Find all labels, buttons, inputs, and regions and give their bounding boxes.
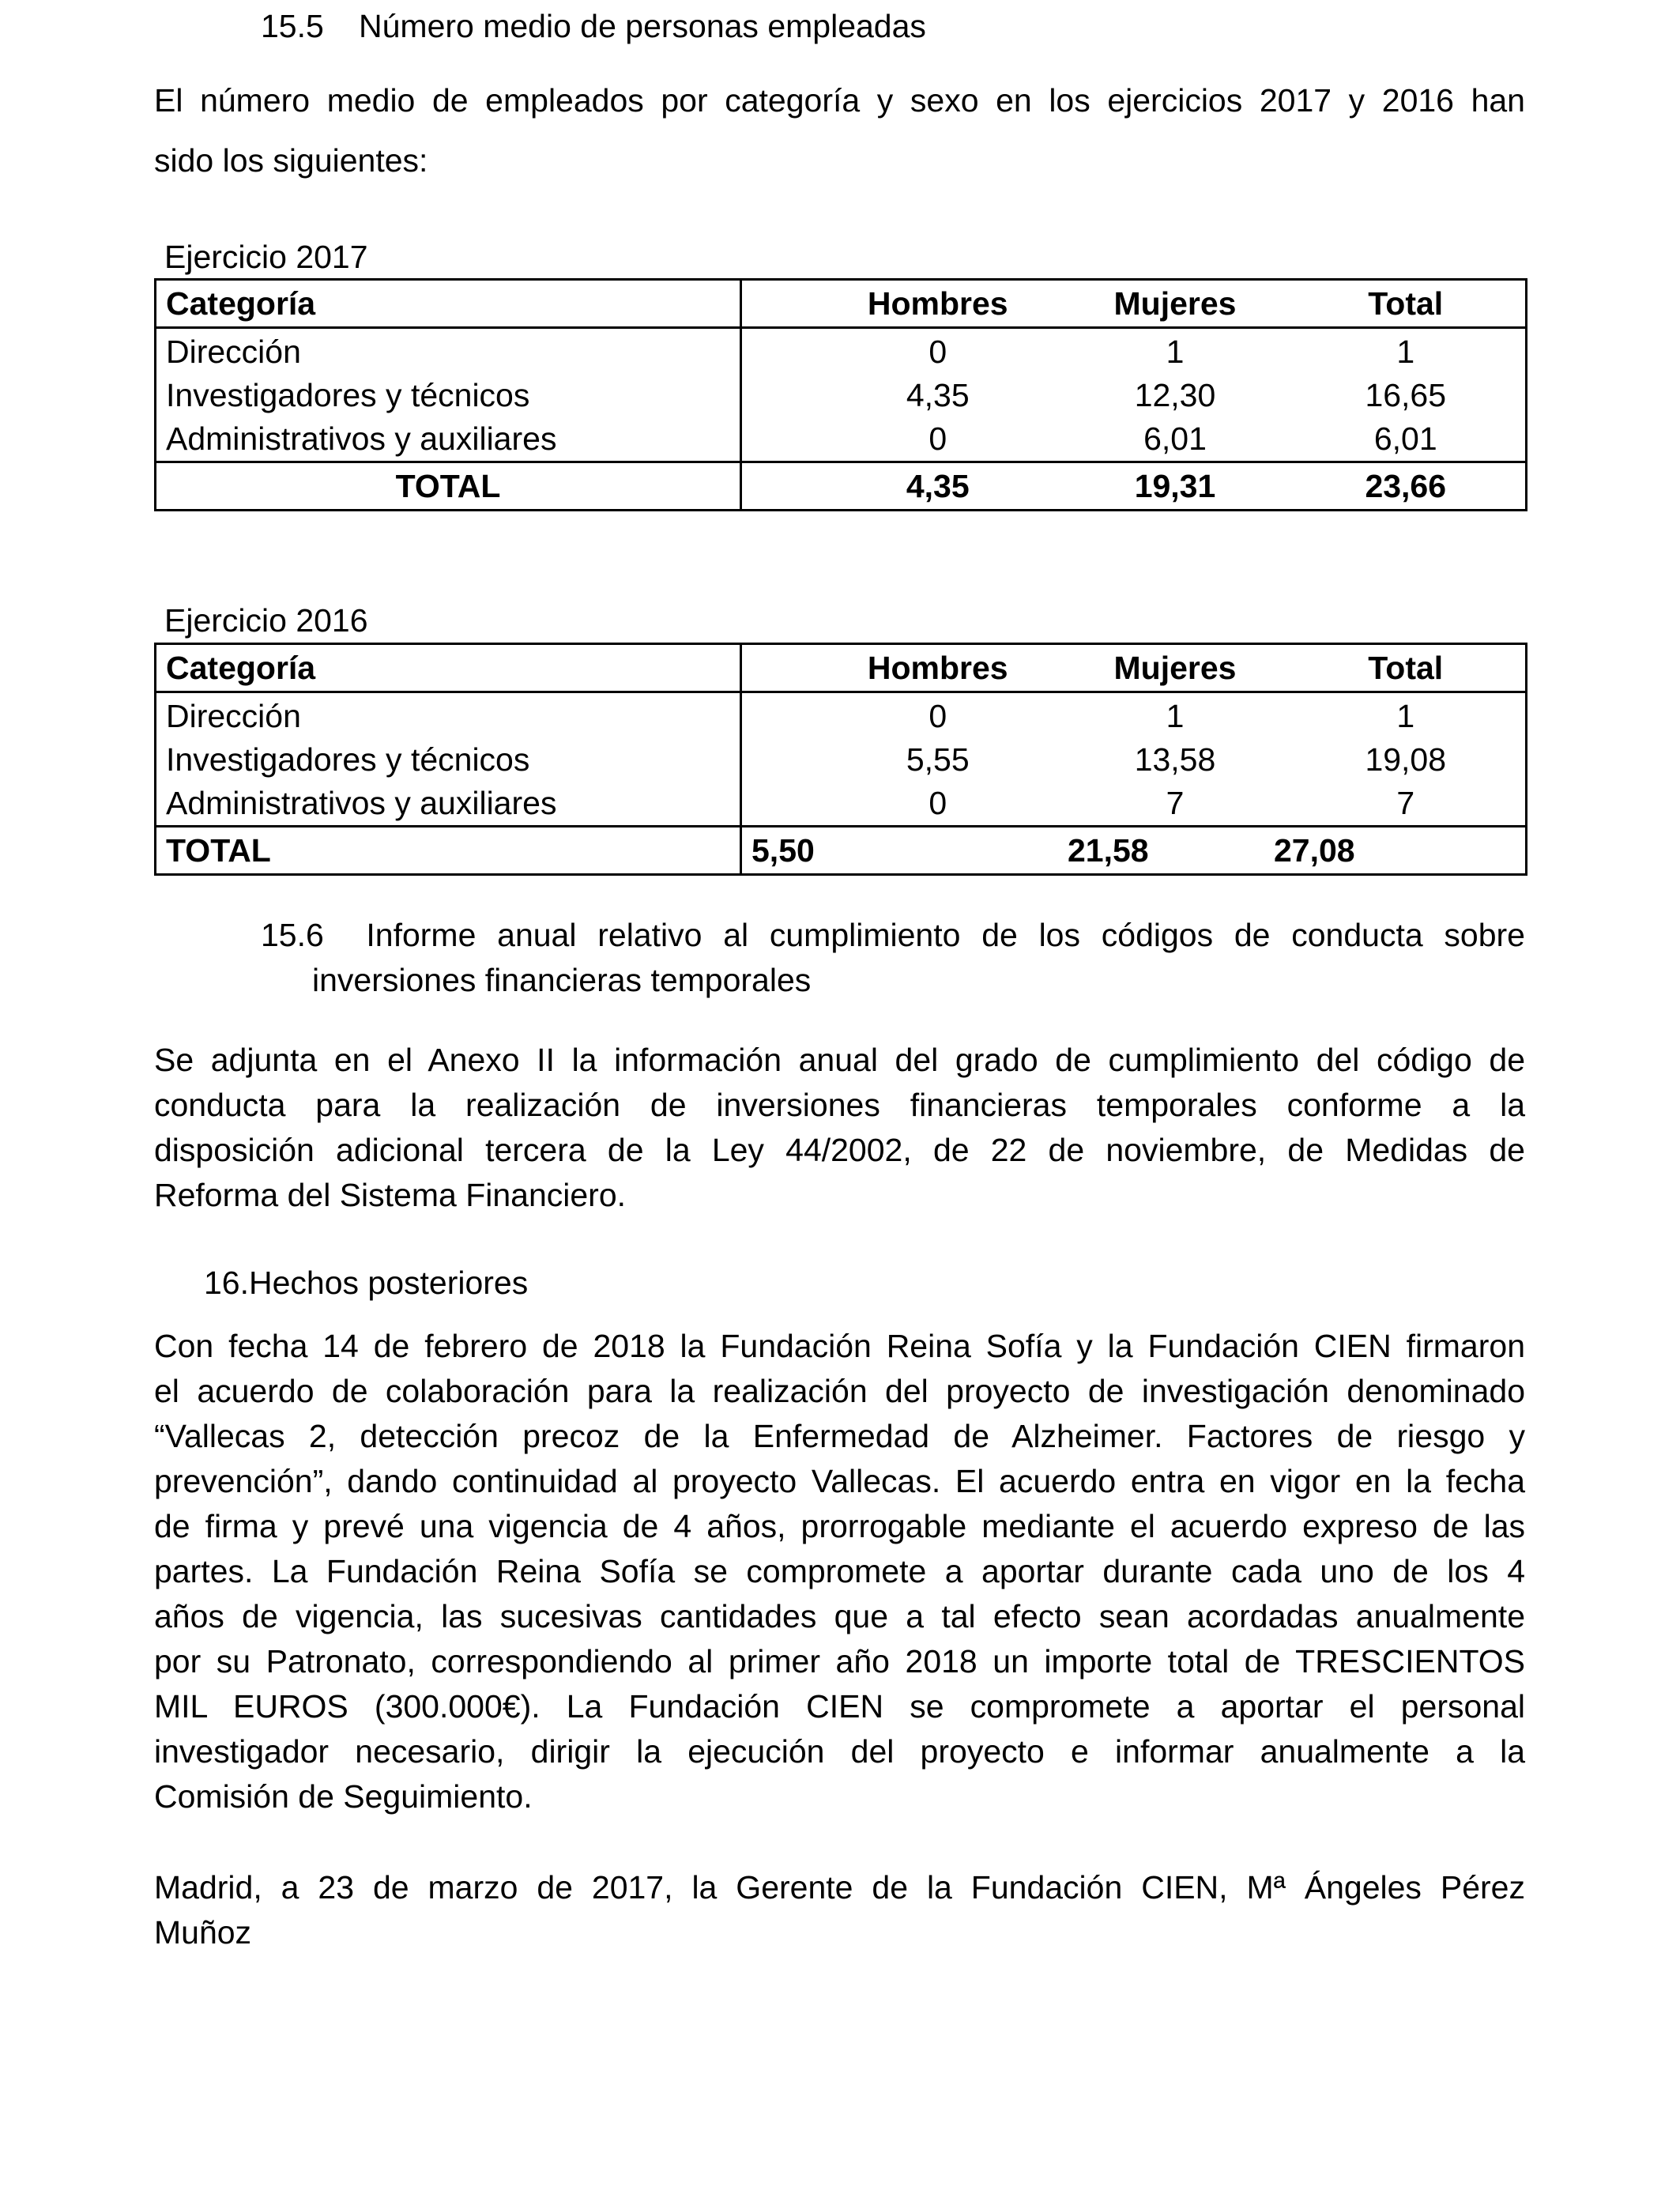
intro-line-2: sido los siguientes: xyxy=(154,142,428,179)
section-15-6-body-line: disposición adicional tercera de la Ley 44/2002, de 22 de noviembre, de Medidas de xyxy=(154,1132,1525,1168)
section-15-6-body-line: Se adjunta en el Anexo II la información anual del grado de cumplimiento del código de xyxy=(154,1042,1525,1078)
table-2017 xyxy=(154,278,1527,511)
table-total-row xyxy=(156,827,1527,875)
section-title: Número medio de personas empleadas xyxy=(359,8,926,44)
header-mujeres: Mujeres xyxy=(1064,280,1286,328)
section-16-heading xyxy=(204,1265,528,1302)
total-mujeres: 19,31 xyxy=(1064,462,1286,511)
header-mujeres: Mujeres xyxy=(1064,644,1286,692)
section-15-6-body-line: Reforma del Sistema Financiero. xyxy=(154,1177,627,1213)
section-number: 16. xyxy=(204,1265,249,1301)
section-15-5-heading xyxy=(261,8,926,45)
cell-hombres: 0 xyxy=(929,785,947,821)
header-categoria: Categoría xyxy=(156,644,741,692)
header-hombres: Hombres xyxy=(741,644,1064,692)
section-15-6-heading xyxy=(261,917,1525,954)
cell-hombres: 5,55 xyxy=(906,741,970,778)
total-mujeres: 21,58 xyxy=(1068,832,1149,869)
cell-hombres: 4,35 xyxy=(906,377,970,413)
table-header-row xyxy=(156,644,1527,692)
cell-total: 7 xyxy=(1286,782,1527,827)
section-16-body-line: Con fecha 14 de febrero de 2018 la Fundación Reina Sofía y la Fundación CIEN firmaron xyxy=(154,1328,1525,1364)
cell-categoria: Dirección xyxy=(156,328,741,375)
cell-categoria: Dirección xyxy=(156,692,741,739)
cell-categoria: Administrativos y auxiliares xyxy=(156,782,741,827)
section-16-body-line: el acuerdo de colaboración para la realización del proyecto de investigación denominado xyxy=(154,1373,1525,1409)
section-15-6-title-line-2: inversiones financieras temporales xyxy=(312,962,812,998)
total-values xyxy=(741,827,1527,875)
section-title-line-1: Informe anual relativo al cumplimiento de los códigos de conducta sobre xyxy=(366,917,1525,953)
cell-mujeres: 7 xyxy=(1166,785,1185,821)
header-total: Total xyxy=(1286,280,1527,328)
section-16-body-line: prevención”, dando continuidad al proyecto Vallecas. El acuerdo entra en vigor en la fecha xyxy=(154,1463,1525,1499)
section-16-body-line: de firma y prevé una vigencia de 4 años, prorrogable mediante el acuerdo expreso de las xyxy=(154,1508,1525,1544)
table-row xyxy=(156,738,1527,782)
intro-line-1: El número medio de empleados por categoría y sexo en los ejercicios 2017 y 2016 han xyxy=(154,82,1525,119)
section-16-body-line: por su Patronato, correspondiendo al primer año 2018 un importe total de TRESCIENTOS xyxy=(154,1643,1525,1679)
table-2016 xyxy=(154,643,1527,876)
cell-categoria: Administrativos y auxiliares xyxy=(156,417,741,462)
cell-total: 16,65 xyxy=(1286,374,1527,417)
cell-total: 1 xyxy=(1286,692,1527,739)
cell-mujeres: 1 xyxy=(1166,334,1185,370)
signature-line-2: Muñoz xyxy=(154,1914,252,1951)
section-16-body-line: Comisión de Seguimiento. xyxy=(154,1778,533,1815)
section-16-body-line: “Vallecas 2, detección precoz de la Enfermedad de Alzheimer. Factores de riesgo y xyxy=(154,1418,1525,1454)
cell-total: 1 xyxy=(1286,328,1527,375)
table-row xyxy=(156,782,1527,827)
table-row xyxy=(156,692,1527,739)
total-total: 27,08 xyxy=(1274,832,1355,869)
total-hombres: 5,50 xyxy=(751,832,815,869)
section-15-6-body-line: conducta para la realización de inversiones financieras temporales conforme a la xyxy=(154,1087,1525,1123)
section-16-body-line: MIL EUROS (300.000€). La Fundación CIEN se compromete a aportar el personal xyxy=(154,1688,1525,1725)
cell-total: 6,01 xyxy=(1286,417,1527,462)
total-label: TOTAL xyxy=(156,462,741,511)
table-header-row xyxy=(156,280,1527,328)
section-16-body-line: años de vigencia, las sucesivas cantidades que a tal efecto sean acordadas anualmente xyxy=(154,1598,1525,1634)
cell-total: 19,08 xyxy=(1286,738,1527,782)
header-total: Total xyxy=(1286,644,1527,692)
total-total: 23,66 xyxy=(1286,462,1527,511)
table-2017-caption: Ejercicio 2017 xyxy=(164,239,368,275)
section-title: Hechos posteriores xyxy=(249,1265,529,1301)
section-16-body-line: partes. La Fundación Reina Sofía se compromete a aportar durante cada uno de los 4 xyxy=(154,1553,1525,1589)
cell-mujeres: 6,01 xyxy=(1143,420,1207,457)
cell-hombres: 0 xyxy=(929,698,947,734)
table-row xyxy=(156,374,1527,417)
cell-mujeres: 12,30 xyxy=(1134,377,1216,413)
cell-categoria: Investigadores y técnicos xyxy=(156,738,741,782)
total-hombres: 4,35 xyxy=(741,462,1064,511)
table-row xyxy=(156,417,1527,462)
table-total-row xyxy=(156,462,1527,511)
cell-mujeres: 1 xyxy=(1166,698,1185,734)
header-categoria: Categoría xyxy=(156,280,741,328)
table-row xyxy=(156,328,1527,375)
section-number: 15.6 xyxy=(261,917,324,953)
total-label: TOTAL xyxy=(156,827,741,875)
section-number: 15.5 xyxy=(261,8,324,44)
cell-hombres: 0 xyxy=(929,334,947,370)
section-16-body-line: investigador necesario, dirigir la ejecución del proyecto e informar anualmente a la xyxy=(154,1733,1525,1770)
cell-categoria: Investigadores y técnicos xyxy=(156,374,741,417)
table-2016-caption: Ejercicio 2016 xyxy=(164,602,368,639)
cell-mujeres: 13,58 xyxy=(1134,741,1216,778)
header-hombres: Hombres xyxy=(741,280,1064,328)
cell-hombres: 0 xyxy=(929,420,947,457)
signature-line-1: Madrid, a 23 de marzo de 2017, la Gerente de la Fundación CIEN, Mª Ángeles Pérez xyxy=(154,1869,1525,1906)
